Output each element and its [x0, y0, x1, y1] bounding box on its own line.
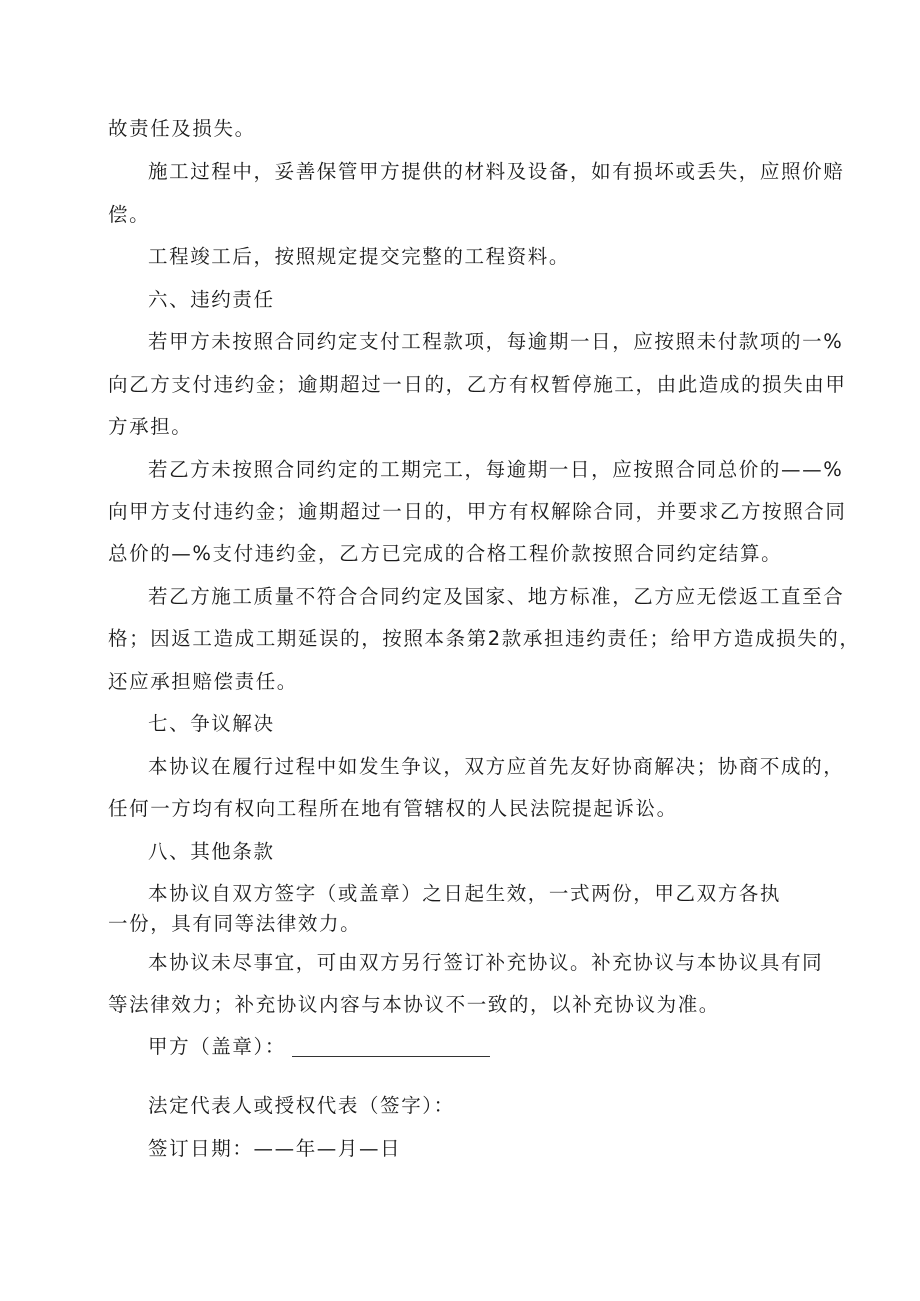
paragraph-line: 偿。: [108, 203, 151, 226]
party-a-seal-line: [148, 1035, 490, 1059]
paragraph-line: 格；因返工造成工期延误的，按照本条第2款承担违约责任；给甲方造成损失的，: [108, 627, 861, 650]
paragraph-line: 若乙方未按照合同约定的工期完工，每逾期一日，应按照合同总价的——%: [148, 458, 844, 481]
paragraph-line: 方承担。: [108, 415, 193, 438]
paragraph-line: 总价的—%支付违约金，乙方已完成的合格工程价款按照合同约定结算。: [108, 542, 783, 565]
paragraph-line: 本协议未尽事宜，可由双方另行签订补充协议。补充协议与本协议具有同: [148, 951, 824, 974]
paragraph-line: 工程竣工后，按照规定提交完整的工程资料。: [148, 245, 571, 268]
paragraph-line: 向乙方支付违约金；逾期超过一日的，乙方有权暂停施工，由此造成的损失由甲: [108, 373, 847, 396]
paragraph-line: 任何一方均有权向工程所在地有管辖权的人民法院提起诉讼。: [108, 797, 678, 820]
section-heading: 六、违约责任: [148, 288, 275, 311]
paragraph-line: 若甲方未按照合同约定支付工程款项，每逾期一日，应按照未付款项的一%: [148, 330, 844, 353]
paragraph-line: 等法律效力；补充协议内容与本协议不一致的，以补充协议为准。: [108, 993, 720, 1016]
paragraph-line: 本协议自双方签字（或盖章）之日起生效，一式两份，甲乙双方各执: [148, 882, 782, 905]
section-heading: 八、其他条款: [148, 840, 275, 863]
signing-date-label: 签订日期：——年—月—日: [148, 1137, 402, 1160]
paragraph-line: 施工过程中，妥善保管甲方提供的材料及设备，如有损坏或丢失，应照价赔: [148, 160, 845, 183]
party-a-seal-label: 甲方（盖章）：: [148, 1035, 286, 1058]
paragraph-line: 一份，具有同等法律效力。: [108, 912, 362, 935]
paragraph-line: 故责任及损失。: [108, 117, 256, 140]
representative-signature-label: 法定代表人或授权代表（签字）：: [148, 1094, 455, 1117]
party-a-seal-blank[interactable]: [292, 1038, 490, 1057]
paragraph-line: 若乙方施工质量不符合合同约定及国家、地方标准，乙方应无偿返工直至合: [148, 585, 845, 608]
section-heading: 七、争议解决: [148, 712, 275, 735]
paragraph-line: 本协议在履行过程中如发生争议，双方应首先友好协商解决；协商不成的，: [148, 755, 845, 778]
paragraph-line: 还应承担赔偿责任。: [108, 670, 298, 693]
paragraph-line: 向甲方支付违约金；逾期超过一日的，甲方有权解除合同，并要求乙方按照合同: [108, 500, 847, 523]
